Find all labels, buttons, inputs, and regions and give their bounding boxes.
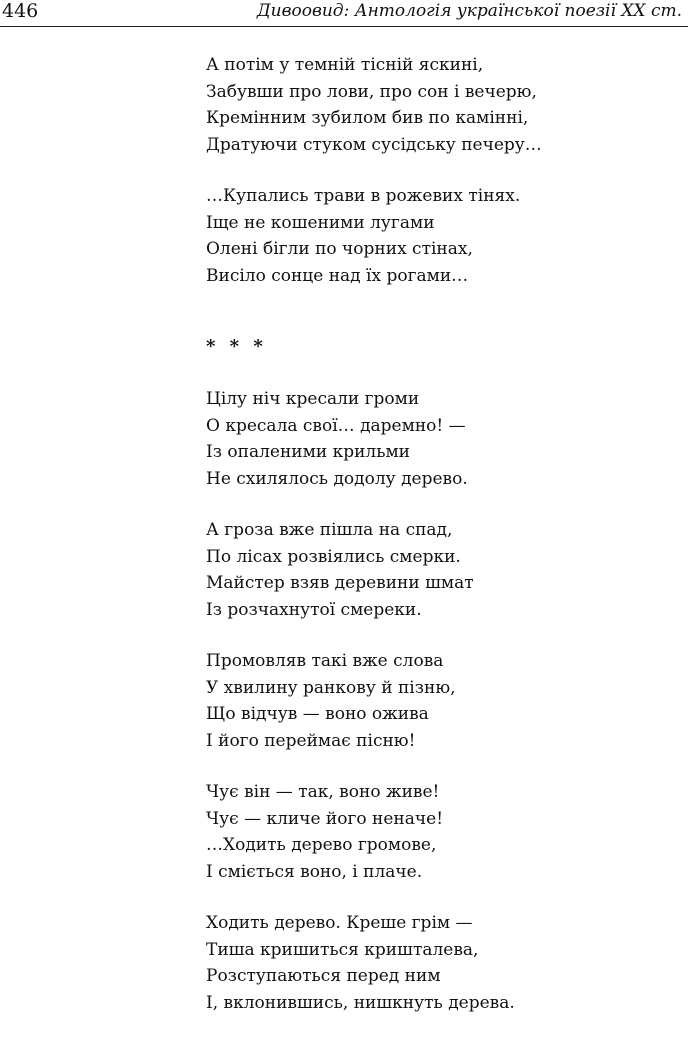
poem-line: Чує він — так, воно живе! — [206, 782, 440, 802]
poem-line: Із розчахнутої смереки. — [206, 599, 422, 620]
poem-line: Не схилялось додолу дерево. — [206, 468, 468, 489]
stanza — [206, 183, 676, 289]
poem-line: Іще не кошеними лугами — [206, 212, 435, 233]
stanza — [206, 386, 676, 492]
poem-line: І його переймає пісню! — [206, 730, 416, 751]
stanza — [206, 52, 676, 158]
poem-text — [206, 52, 676, 1041]
poem-line: І сміється воно, і плаче. — [206, 861, 423, 882]
poem-line: Розступаються перед ним — [206, 966, 441, 986]
poem-line: Промовляв такі вже слова — [206, 651, 444, 671]
poem-line: І, вклонившись, нишкнуть дерева. — [206, 992, 515, 1013]
poem-line: Кремінним зубилом бив по камінні, — [206, 108, 529, 128]
page-number: 446 — [2, 0, 39, 22]
poem-line: А гроза вже пішла на спад, — [206, 520, 453, 540]
poem-line: Чує — кличе його неначе! — [206, 808, 444, 829]
poem-line: Олені бігли по чорних стінах, — [206, 239, 473, 259]
running-title: Дивоовид: Антологія української поезії XX ст. — [256, 1, 682, 21]
stanza — [206, 910, 676, 1016]
poem-line: …Купались трави в рожевих тінях. — [206, 186, 521, 206]
poem-line: А потім у темній тісній яскині, — [206, 55, 484, 75]
poem-line: Тиша кришиться кришталева, — [206, 939, 479, 960]
poem-line: Майстер взяв деревини шмат — [206, 573, 474, 593]
poem-line: Що відчув — воно ожива — [206, 704, 429, 724]
poem-line: Висіло сонце над їх рогами… — [206, 265, 469, 286]
stanza — [206, 648, 676, 754]
poem-line: Цілу ніч кресали громи — [206, 389, 420, 409]
poem-line: У хвилину ранкову й пізню, — [206, 677, 456, 698]
poem-line: …Ходить дерево громове, — [206, 835, 437, 855]
poem-line: Ходить дерево. Креше грім — — [206, 913, 473, 933]
poem-line: О кресала свої… даремно! — — [206, 415, 466, 436]
poem-line: Дратуючи стуком сусідську печеру… — [206, 134, 542, 155]
poem-line: По лісах розвіялись смерки. — [206, 546, 461, 567]
poem-line: Із опаленими крильми — [206, 442, 411, 462]
stanza — [206, 779, 676, 885]
page-header — [0, 0, 688, 27]
section-separator: * * * — [206, 336, 267, 357]
stanza — [206, 517, 676, 623]
poem-line: Забувши про лови, про сон і вечерю, — [206, 81, 537, 102]
